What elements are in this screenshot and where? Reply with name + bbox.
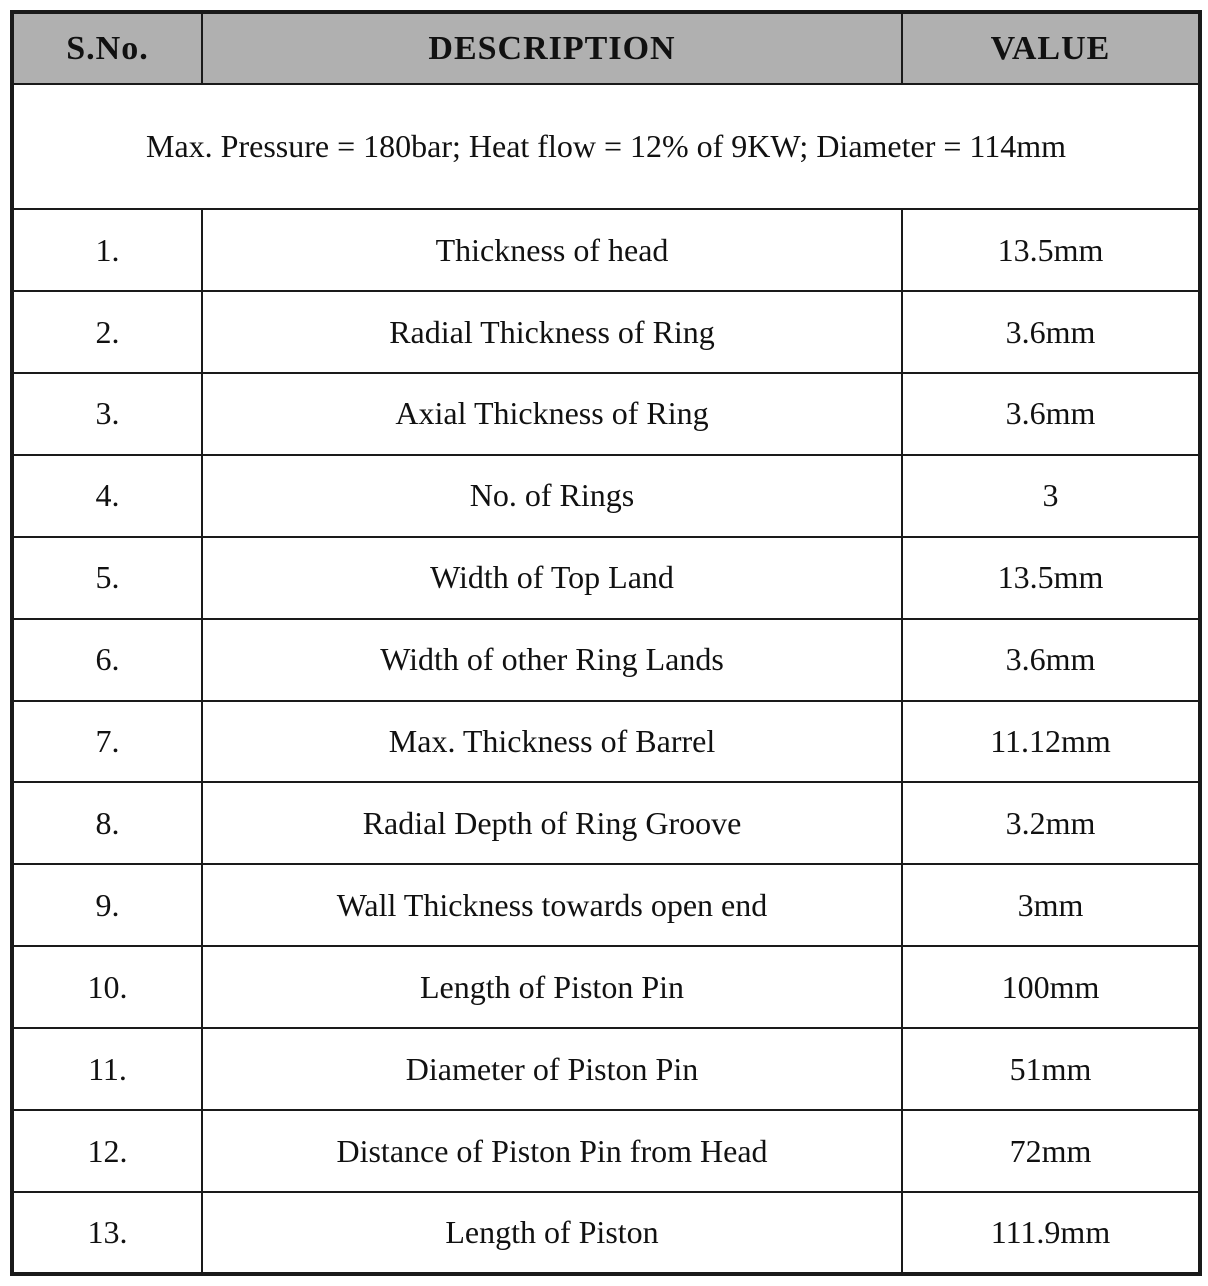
description-cell: Thickness of head	[202, 209, 902, 291]
description-cell: Width of other Ring Lands	[202, 619, 902, 701]
table-row	[12, 455, 1200, 537]
sno-cell: 5.	[12, 537, 202, 619]
description-cell: Max. Thickness of Barrel	[202, 701, 902, 783]
sno-cell: 10.	[12, 946, 202, 1028]
table-row	[12, 782, 1200, 864]
header-row	[12, 12, 1200, 84]
value-cell: 3.2mm	[902, 782, 1200, 864]
sno-cell: 3.	[12, 373, 202, 455]
value-cell: 3.6mm	[902, 291, 1200, 373]
description-cell: Axial Thickness of Ring	[202, 373, 902, 455]
value-cell: 72mm	[902, 1110, 1200, 1192]
table-row	[12, 946, 1200, 1028]
description-cell: Distance of Piston Pin from Head	[202, 1110, 902, 1192]
table-row	[12, 373, 1200, 455]
sno-cell: 13.	[12, 1192, 202, 1274]
column-header-description: DESCRIPTION	[202, 12, 902, 84]
sno-cell: 11.	[12, 1028, 202, 1110]
piston-design-parameters-table	[10, 10, 1202, 1276]
value-cell: 3.6mm	[902, 619, 1200, 701]
table-row	[12, 619, 1200, 701]
value-cell: 11.12mm	[902, 701, 1200, 783]
description-cell: No. of Rings	[202, 455, 902, 537]
sno-cell: 2.	[12, 291, 202, 373]
value-cell: 3mm	[902, 864, 1200, 946]
value-cell: 51mm	[902, 1028, 1200, 1110]
note-cell: Max. Pressure = 180bar; Heat flow = 12% of 9KW; Diameter = 114mm	[12, 84, 1200, 209]
value-cell: 111.9mm	[902, 1192, 1200, 1274]
table-body	[12, 84, 1200, 1274]
sno-cell: 9.	[12, 864, 202, 946]
description-cell: Diameter of Piston Pin	[202, 1028, 902, 1110]
column-header-sno: S.No.	[12, 12, 202, 84]
value-cell: 13.5mm	[902, 209, 1200, 291]
table-row	[12, 701, 1200, 783]
sno-cell: 1.	[12, 209, 202, 291]
table-row	[12, 291, 1200, 373]
sno-cell: 7.	[12, 701, 202, 783]
value-cell: 13.5mm	[902, 537, 1200, 619]
description-cell: Length of Piston	[202, 1192, 902, 1274]
table-row	[12, 1192, 1200, 1274]
value-cell: 3	[902, 455, 1200, 537]
column-header-value: VALUE	[902, 12, 1200, 84]
table-row	[12, 209, 1200, 291]
description-cell: Length of Piston Pin	[202, 946, 902, 1028]
value-cell: 3.6mm	[902, 373, 1200, 455]
description-cell: Wall Thickness towards open end	[202, 864, 902, 946]
table-row	[12, 1028, 1200, 1110]
sno-cell: 12.	[12, 1110, 202, 1192]
table-row	[12, 864, 1200, 946]
note-row	[12, 84, 1200, 209]
sno-cell: 8.	[12, 782, 202, 864]
description-cell: Radial Thickness of Ring	[202, 291, 902, 373]
table-row	[12, 1110, 1200, 1192]
description-cell: Radial Depth of Ring Groove	[202, 782, 902, 864]
description-cell: Width of Top Land	[202, 537, 902, 619]
table-row	[12, 537, 1200, 619]
value-cell: 100mm	[902, 946, 1200, 1028]
sno-cell: 6.	[12, 619, 202, 701]
sno-cell: 4.	[12, 455, 202, 537]
